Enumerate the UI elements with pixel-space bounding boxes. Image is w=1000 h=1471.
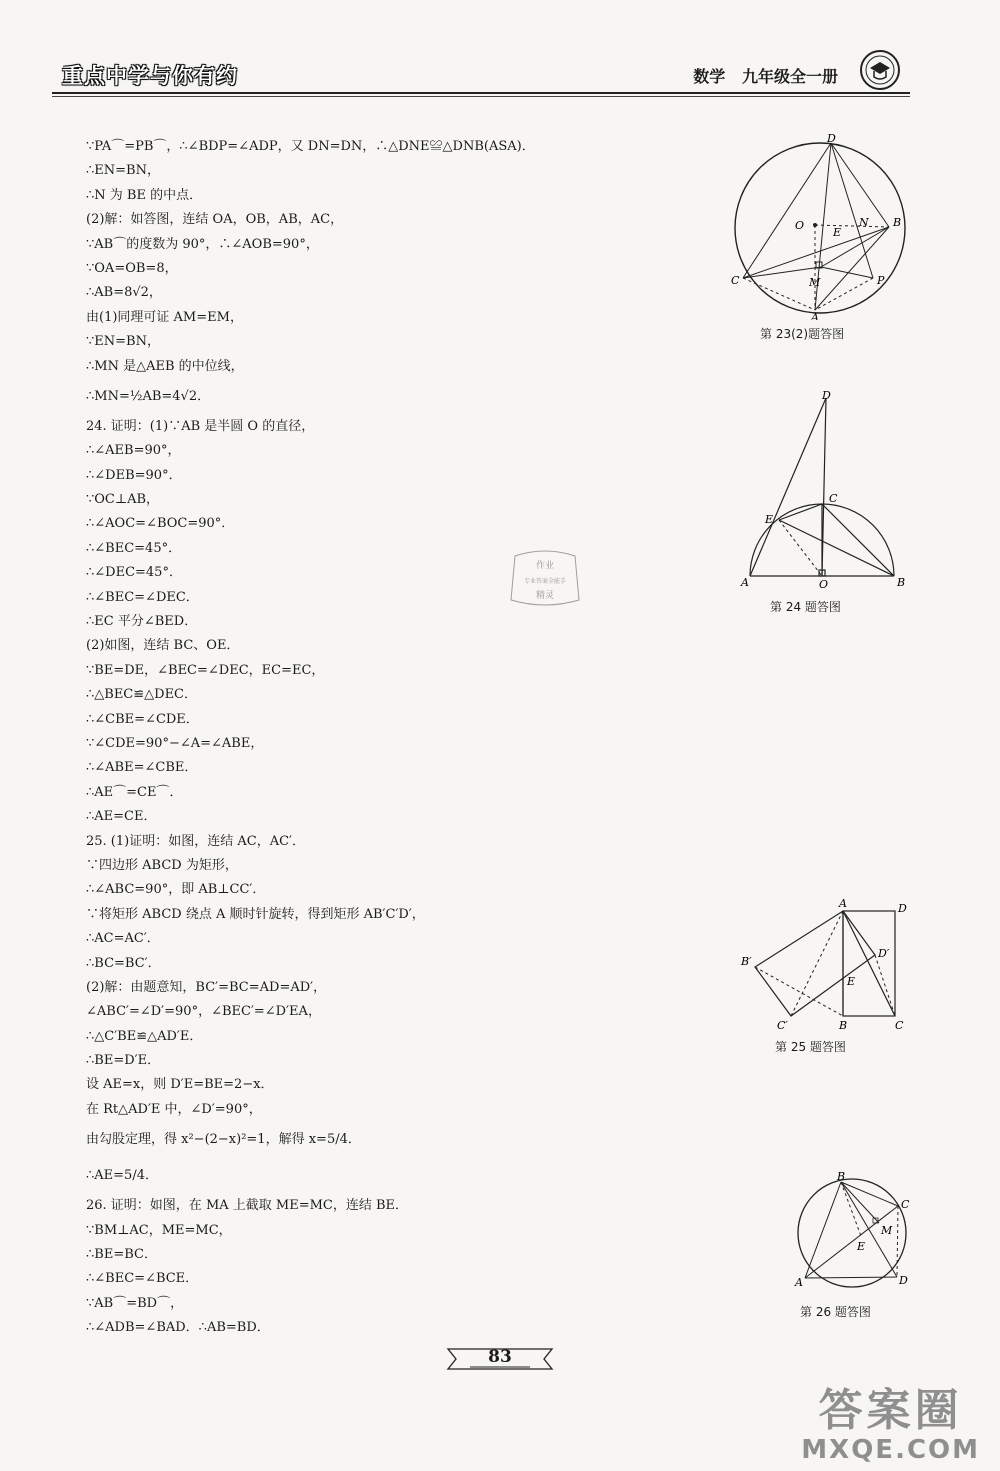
label-M: M [809, 276, 821, 289]
text-line: ∴∠BEC=45°． [86, 540, 182, 556]
label-B: B [837, 1170, 846, 1183]
header-rule-thin [52, 96, 910, 97]
label-E: E [765, 513, 774, 526]
label-C: C [829, 492, 838, 505]
text-line: (2)解：如答图，连结 OA，OB，AB，AC， [86, 212, 344, 228]
label-A: A [741, 576, 749, 589]
text-line: 在 Rt△AD′E 中，∠D′=90°， [86, 1101, 262, 1117]
text-line: ∴AE⌒=CE⌒． [86, 784, 183, 800]
text-line: ∴∠DEB=90°． [86, 467, 182, 483]
label-B: B [897, 576, 906, 589]
label-D: D [898, 902, 907, 915]
header-rule [52, 92, 910, 94]
label-C: C [901, 1198, 910, 1211]
label-M: M [881, 1224, 893, 1237]
text-line: ∴∠ADB=∠BAD．∴AB=BD． [86, 1320, 270, 1336]
text-line: ∵PA⌒=PB⌒，∴∠BDP=∠ADP，又 DN=DN，∴△DNE≌△DNB(ASA)． [86, 139, 535, 154]
school-emblem-icon [858, 48, 902, 92]
label-D-prime: D′ [878, 947, 890, 960]
text-line: ∴△C′BE≌△AD′E． [86, 1028, 203, 1044]
text-line: 设 AE=x，则 D′E=BE=2−x． [86, 1077, 274, 1093]
label-B-prime: B′ [741, 955, 752, 968]
label-A: A [811, 311, 819, 320]
text-line: ∵AB⌒=BD⌒， [86, 1295, 184, 1311]
watermark-url: MXQE.COM [801, 1435, 980, 1465]
label-E: E [833, 226, 842, 239]
subject-grade [693, 64, 838, 87]
text-line: ∴BC=BC′． [86, 955, 161, 971]
figure-24-diagram [735, 390, 915, 590]
label-A: A [795, 1276, 803, 1289]
text-line: ∵BM⊥AC，ME=MC， [86, 1222, 232, 1238]
text-line: ∵AB⌒的度数为 90°，∴∠AOB=90°， [86, 236, 319, 252]
text-line: ∴∠AEB=90°， [86, 443, 181, 459]
text-line: ∴∠BEC=∠DEC． [86, 589, 199, 605]
grade-label: 九年级全一册 [741, 67, 838, 86]
label-P: P [877, 274, 885, 287]
text-line: 由勾股定理，得 x²−(2−x)²=1，解得 x=5/4． [86, 1132, 361, 1148]
text-line: ∵将矩形 ABCD 绕点 A 顺时针旋转，得到矩形 AB′C′D′， [86, 906, 425, 922]
text-line: (2)解：由题意知，BC′=BC=AD=AD′， [86, 979, 327, 995]
label-C: C [731, 274, 740, 287]
text-line: ∴AE=5/4． [86, 1168, 158, 1184]
figure-23-caption: 第 23(2)题答图 [760, 327, 845, 341]
watermark [801, 1387, 980, 1465]
label-B: B [839, 1019, 848, 1032]
text-line: ∴N 为 BE 的中点． [86, 187, 203, 203]
text-line: ∴EC 平分∠BED． [86, 614, 198, 630]
page-number-banner [440, 1343, 560, 1375]
stamp-line-3: 精灵 [535, 591, 555, 601]
page-number: 83 [488, 1347, 512, 1367]
figure-23-diagram [725, 130, 915, 320]
text-line: ∵四边形 ABCD 为矩形， [86, 857, 238, 873]
watermark-logo-text: 答案圈 [818, 1385, 963, 1436]
book-title: 重点中学与你有约 [62, 64, 238, 88]
text-line: ∵OC⊥AB， [86, 492, 160, 508]
text-line: ∠ABC′=∠D′=90°，∠BEC′=∠D′EA， [86, 1004, 321, 1020]
stamp-line-2: 专业答案全能手 [523, 578, 567, 585]
study-stamp [505, 548, 585, 608]
label-O: O [819, 578, 829, 590]
figure-24-caption: 第 24 题答图 [770, 600, 841, 614]
text-line: ∴BE=D′E． [86, 1053, 161, 1069]
text-line: ∴△BEC≌△DEC． [86, 687, 198, 703]
text-line: ∵EN=BN， [86, 334, 160, 350]
text-line: ∴AC=AC′． [86, 931, 160, 947]
text-line: ∴AB=8√2， [86, 285, 162, 301]
label-A: A [839, 897, 847, 910]
figure-26-diagram [785, 1170, 920, 1300]
stamp-line-1: 作业 [535, 561, 555, 571]
subject-label: 数学 [693, 67, 726, 86]
label-E: E [847, 975, 856, 988]
text-line: ∵∠CDE=90°−∠A=∠ABE， [86, 735, 264, 751]
text-line: ∴EN=BN， [86, 163, 160, 179]
text-line: (2)如图，连结 BC、OE． [86, 638, 240, 654]
solution-text [86, 135, 726, 1341]
page-header [52, 48, 910, 96]
label-B: B [893, 216, 902, 229]
text-line: 由(1)同理可证 AM=EM， [86, 309, 243, 325]
text-line: ∴MN 是△AEB 的中位线， [86, 358, 244, 374]
figure-26-caption: 第 26 题答图 [800, 1305, 871, 1319]
text-line: ∴∠DEC=45°． [86, 565, 182, 581]
figure-25-diagram [735, 895, 915, 1035]
figure-25-caption: 第 25 题答图 [775, 1040, 846, 1054]
text-line: ∴∠ABE=∠CBE． [86, 760, 198, 776]
text-line: 26. 证明：如图，在 MA 上截取 ME=MC，连结 BE． [86, 1198, 409, 1214]
text-line: 25. (1)证明：如图，连结 AC，AC′． [86, 833, 305, 849]
label-D: D [827, 132, 836, 145]
text-line: ∴BE=BC． [86, 1247, 157, 1263]
label-C-prime: C′ [777, 1019, 788, 1032]
text-line: ∴MN=½AB=4√2． [86, 388, 211, 404]
text-line: ∴∠BEC=∠BCE． [86, 1271, 199, 1287]
text-line: ∴∠CBE=∠CDE． [86, 711, 199, 727]
text-line: ∴∠ABC=90°，即 AB⊥CC′． [86, 882, 266, 898]
text-line: ∵OA=OB=8， [86, 260, 178, 276]
text-line: ∵BE=DE，∠BEC=∠DEC，EC=EC， [86, 662, 325, 678]
label-D: D [822, 390, 831, 402]
label-D: D [899, 1274, 908, 1287]
text-line: ∴∠AOC=∠BOC=90°． [86, 516, 235, 532]
text-line: ∴AE=CE． [86, 809, 157, 825]
label-C: C [895, 1019, 904, 1032]
label-E: E [857, 1240, 866, 1253]
label-N: N [859, 216, 869, 229]
label-O: O [795, 219, 805, 232]
text-line: 24. 证明：(1)∵AB 是半圆 O 的直径， [86, 418, 315, 434]
